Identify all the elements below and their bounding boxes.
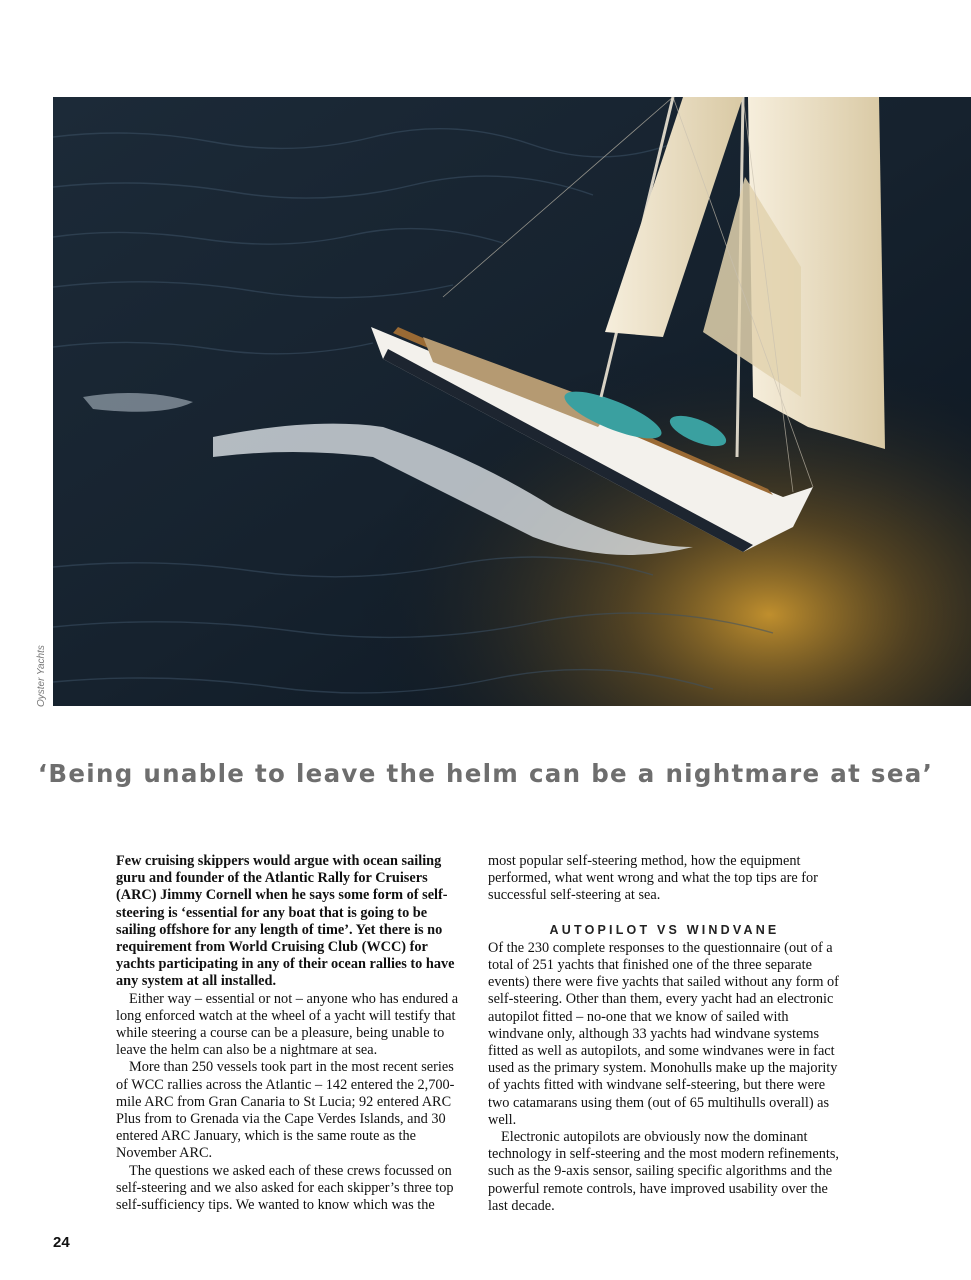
body-paragraph: The questions we asked each of these crews focussed on self-steering and we also asked for each skipper’s three top self-sufficiency tips. We wanted to know which was the xyxy=(116,1162,454,1214)
yacht-illustration xyxy=(53,97,971,706)
sailing-yacht-photo xyxy=(53,97,971,706)
lead-paragraph: Few cruising skippers would argue with ocean sailing guru and founder of the Atlantic Rally for Cruisers (ARC) Jimmy Cornell when he says some form of self-steering is ‘essential for any boat that is going to be sailing offshore for any length of time’. Yet there is no requirement from World Cruising Club (WCC) for yachts participating in any of their ocean rallies to have any system at all installed. xyxy=(116,853,455,990)
pull-quote: ‘Being unable to leave the helm can be a nightmare at sea’ xyxy=(37,759,934,788)
body-paragraph: Electronic autopilots are obviously now the dominant technology in self-steering and the most modern refinements, such as the 9-axis sensor, sailing specific algorithms and the powerful remote controls, have improved usability over the last decade. xyxy=(488,1129,839,1214)
body-paragraph: most popular self-steering method, how the equipment performed, what went wrong and what the top tips are for successful self-steering at sea. xyxy=(488,853,818,904)
body-paragraph: Of the 230 complete responses to the questionnaire (out of a total of 251 yachts that finished one of the three separate events) there were five yachts that sailed without any form of self-steering. Other than them, every yacht had an electronic autopilot fitted – no-one that we know of sailed with windvane only, although 33 yachts had windvane systems fitted as well as autopilots, and some windvanes were in fact used as the primary system. Monohulls make up the majority of yachts fitted with windvane self-steering, but there were two catamarans using them (out of 65 multihulls overall) as well. xyxy=(488,939,839,1128)
article-column-right xyxy=(488,853,841,1215)
page-number: 24 xyxy=(53,1234,70,1251)
photo-credit: Oyster Yachts xyxy=(36,645,47,707)
section-subheading: AUTOPILOT VS WINDVANE xyxy=(549,922,780,937)
body-paragraph: More than 250 vessels took part in the most recent series of WCC rallies across the Atlantic – 142 entered the 2,700-mile ARC from Gran Canaria to St Lucia; 92 entered ARC Plus from to Grenada via the Cape Verdes Islands, and 30 entered ARC January, which is the same route as the November ARC. xyxy=(116,1059,455,1162)
body-paragraph: Either way – essential or not – anyone who has endured a long enforced watch at the wheel of a yacht will testify that while steering a course can be a pleasure, being unable to leave the helm can also be a nightmare at sea. xyxy=(116,990,459,1059)
article-column-left xyxy=(116,853,469,1214)
